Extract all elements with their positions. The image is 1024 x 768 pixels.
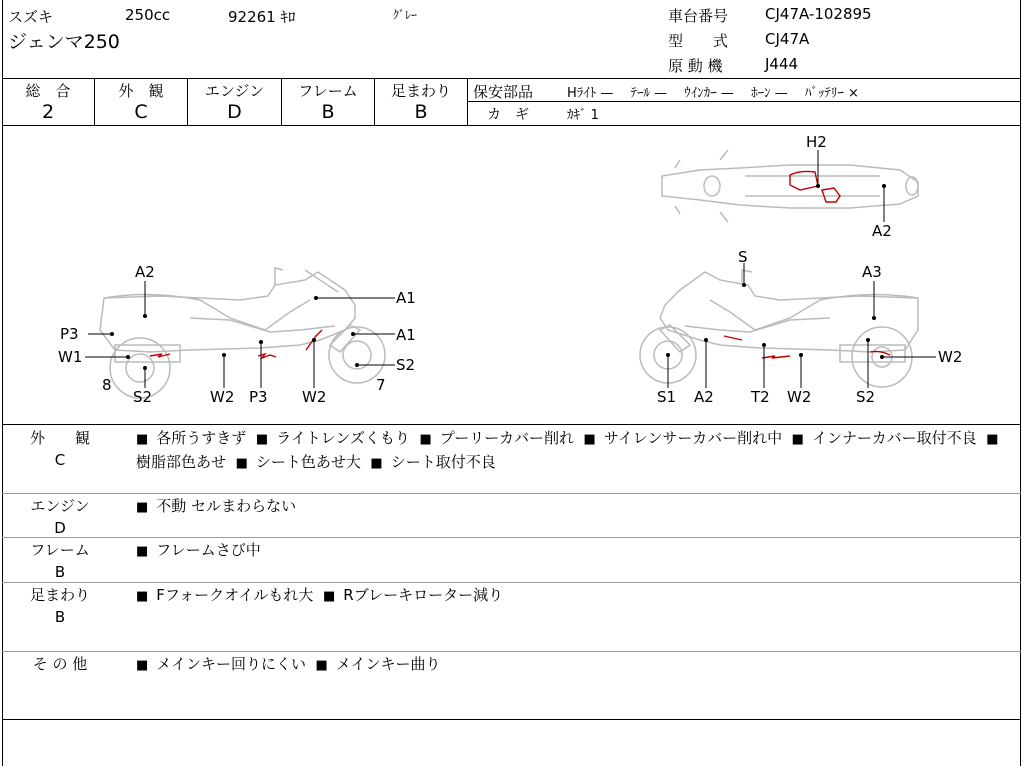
- note-engine-text: ■ 不動 セルまわらない: [136, 495, 296, 519]
- grade-engine-label: エンジン: [204, 82, 265, 100]
- label-left-w2-a: W2: [210, 388, 235, 406]
- grade-frame-label: フレーム: [298, 82, 358, 100]
- scooter-right-view: [640, 270, 918, 387]
- label-left-a1-upper: A1: [396, 289, 416, 307]
- note-other-text: ■ メインキー回りにくい ■ メインキー曲り: [136, 653, 441, 677]
- note-frame-text: ■ フレームさび中: [136, 539, 261, 563]
- note-exterior-label: 外 観 C: [29, 429, 90, 469]
- grade-suspension-label: 足まわり: [390, 82, 451, 100]
- grade-total-label: 総 合: [25, 82, 71, 100]
- grade-frame-value: B: [321, 101, 335, 123]
- type-label: 型 式: [668, 32, 729, 50]
- type-value: CJ47A: [765, 30, 810, 48]
- grade-exterior-value: C: [134, 101, 148, 123]
- engine-value: J444: [765, 55, 799, 73]
- label-left-w2-b: W2: [302, 388, 327, 406]
- maker: スズキ: [8, 8, 54, 26]
- color: ｸﾞﾚｰ: [393, 8, 418, 22]
- label-left-s2-right: S2: [396, 356, 416, 374]
- engine-label: 原 動 機: [668, 57, 723, 75]
- damage-diagram: [0, 126, 1024, 424]
- frame-no-label: 車台番号: [668, 7, 729, 25]
- mileage: 92261 ｷﾛ: [228, 8, 296, 26]
- label-top-a2: A2: [872, 222, 892, 240]
- scooter-top-view: [662, 150, 918, 222]
- note-other-label: そ の 他: [32, 655, 88, 673]
- label-right-s: S: [738, 248, 748, 266]
- note-suspension-label: 足まわり B: [29, 586, 90, 626]
- note-suspension-text: ■ Fフォークオイルもれ大 ■ Rブレーキローター減り: [136, 584, 503, 608]
- note-engine-label: エンジン D: [30, 497, 90, 537]
- label-right-a2: A2: [694, 388, 714, 406]
- label-left-p3: P3: [60, 325, 79, 343]
- label-left-a2: A2: [135, 263, 155, 281]
- grade-total-value: 2: [41, 101, 55, 123]
- label-left-7: 7: [376, 376, 386, 394]
- frame-no: CJ47A-102895: [765, 5, 872, 23]
- label-right-s1: S1: [657, 388, 677, 406]
- label-top-h2: H2: [806, 133, 827, 151]
- note-exterior-text: ■ 各所うすきず ■ ライトレンズくもり ■ プーリーカバー削れ ■ サイレンサーカバー削れ中 ■ インナーカバー取付不良 ■ 樹脂部色あせ ■ シート色あせ大 ■ シート取付不良: [136, 427, 1016, 475]
- safety-items: Hﾗｲﾄ — ﾃｰﾙ — ｳｲﾝｶｰ — ﾎｰﾝ — ﾊﾞｯﾃﾘｰ ×: [567, 86, 859, 101]
- label-right-w2: W2: [787, 388, 812, 406]
- model-name: ジェンマ250: [8, 31, 120, 53]
- label-right-w2-side: W2: [938, 348, 963, 366]
- label-right-a3: A3: [862, 263, 882, 281]
- key-label: カ ギ: [487, 107, 529, 123]
- key-value: ｶｷﾞ 1: [567, 108, 599, 123]
- scooter-left-view: [100, 268, 385, 398]
- note-frame-label: フレーム B: [30, 541, 90, 581]
- label-left-8: 8: [102, 376, 112, 394]
- grade-engine-value: D: [227, 101, 242, 123]
- displacement: 250cc: [125, 6, 171, 24]
- label-left-w1: W1: [58, 348, 83, 366]
- label-left-s2-bottom: S2: [133, 388, 153, 406]
- grade-exterior-label: 外 観: [118, 82, 164, 100]
- safety-label: 保安部品: [473, 83, 534, 101]
- label-right-s2: S2: [856, 388, 876, 406]
- label-right-t2: T2: [751, 388, 770, 406]
- label-left-p3-bottom: P3: [249, 388, 268, 406]
- label-left-a1-lower: A1: [396, 326, 416, 344]
- grade-suspension-value: B: [414, 101, 428, 123]
